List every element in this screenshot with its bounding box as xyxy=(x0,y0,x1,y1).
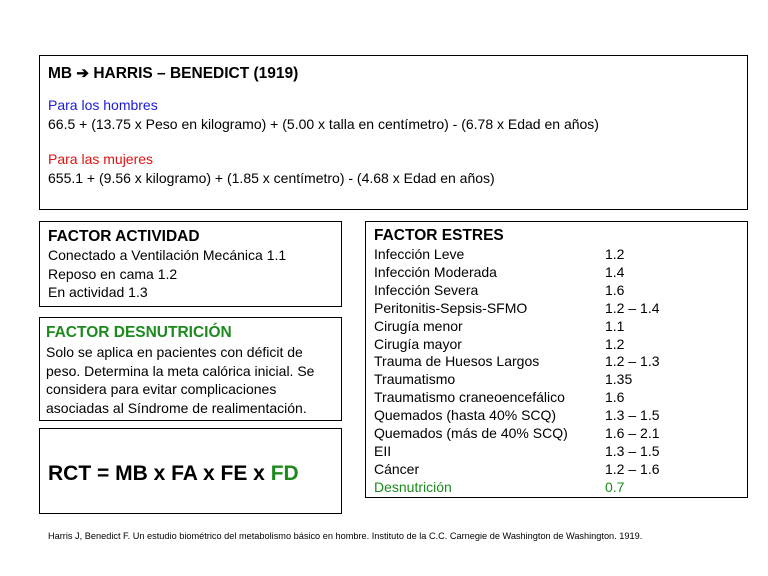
arrow-right-icon: ➔ xyxy=(76,65,89,82)
mb-title xyxy=(48,64,739,83)
stress-value: 1.2 xyxy=(605,246,625,262)
stress-name: Traumatismo xyxy=(374,371,456,388)
stress-name: Desnutrición xyxy=(374,478,452,495)
table-row xyxy=(374,425,739,443)
malnutrition-title: FACTOR DESNUTRICIÓN xyxy=(46,324,232,341)
stress-value: 0.7 xyxy=(605,478,625,495)
table-row xyxy=(374,264,739,282)
citation: Harris J, Benedict F. Un estudio biométrico del metabolismo básico en hombre. Instituto de la C.C. Carnegie de Washington de Washington. 1919. xyxy=(48,531,643,541)
table-row xyxy=(374,353,739,371)
stress-name: Cirugía mayor xyxy=(374,335,462,352)
table-row xyxy=(374,336,739,354)
rct-formula-fd: FD xyxy=(270,462,299,485)
table-row xyxy=(374,318,739,336)
stress-value: 1.2 xyxy=(605,335,625,352)
rct-formula-box xyxy=(39,428,342,514)
stress-value: 1.2 – 1.4 xyxy=(605,299,660,316)
stress-name: Cáncer xyxy=(374,460,420,477)
women-formula: 655.1 + (9.56 x kilogramo) + (1.85 x centímetro) - (4.68 x Edad en años) xyxy=(48,169,495,186)
table-row xyxy=(374,443,739,461)
stress-factor-box xyxy=(365,221,748,498)
stress-name: Cirugía menor xyxy=(374,317,463,334)
stress-value: 1.3 – 1.5 xyxy=(605,442,660,459)
stress-name: Infección Leve xyxy=(374,246,465,262)
table-row xyxy=(374,461,739,479)
activity-line: Reposo en cama 1.2 xyxy=(48,265,178,282)
stress-value: 1.3 – 1.5 xyxy=(605,407,660,424)
table-row xyxy=(374,371,739,389)
malnutrition-factor-box xyxy=(39,317,342,421)
harris-benedict-box xyxy=(39,55,748,210)
stress-value: 1.35 xyxy=(605,371,633,388)
mb-title-prefix: MB xyxy=(48,65,73,82)
stress-name: Infección Moderada xyxy=(374,263,497,280)
table-row xyxy=(374,479,739,497)
stress-value: 1.1 xyxy=(605,317,625,334)
table-row xyxy=(374,282,739,300)
stress-name: Quemados (hasta 40% SCQ) xyxy=(374,407,557,424)
activity-title: FACTOR ACTIVIDAD xyxy=(48,228,200,245)
activity-line: En actividad 1.3 xyxy=(48,284,148,300)
activity-factor-box xyxy=(39,221,342,307)
rct-formula-main: RCT = MB x FA x FE x xyxy=(48,462,271,485)
stress-name: EII xyxy=(374,442,392,459)
table-row xyxy=(374,246,739,264)
malnutrition-text: Solo se aplica en pacientes con déficit de peso. Determina la meta calórica inicial. Se considera para evitar complicaciones asociadas al Síndrome de realimentación. xyxy=(46,344,315,416)
stress-value: 1.6 – 2.1 xyxy=(605,425,660,442)
stress-name: Traumatismo craneoencefálico xyxy=(374,389,565,406)
stress-name: Trauma de Huesos Largos xyxy=(374,353,540,370)
stress-name: Quemados (más de 40% SCQ) xyxy=(374,425,568,442)
table-row xyxy=(374,300,739,318)
mb-title-rest: HARRIS – BENEDICT (1919) xyxy=(93,65,299,82)
stress-value: 1.6 xyxy=(605,281,625,298)
stress-value: 1.4 xyxy=(605,263,625,280)
rct-formula xyxy=(48,462,299,486)
table-row xyxy=(374,407,739,425)
men-formula: 66.5 + (13.75 x Peso en kilogramo) + (5.00 x talla en centímetro) - (6.78 x Edad en años) xyxy=(48,115,599,132)
activity-line: Conectado a Ventilación Mecánica 1.1 xyxy=(48,247,287,263)
stress-name: Infección Severa xyxy=(374,281,479,298)
men-label: Para los hombres xyxy=(48,97,158,113)
stress-name: Peritonitis-Sepsis-SFMO xyxy=(374,299,528,316)
stress-value: 1.2 – 1.3 xyxy=(605,353,660,370)
women-label: Para las mujeres xyxy=(48,151,154,167)
stress-title: FACTOR ESTRES xyxy=(374,227,504,244)
stress-value: 1.6 xyxy=(605,389,625,406)
table-row xyxy=(374,389,739,407)
stress-value: 1.2 – 1.6 xyxy=(605,460,660,477)
